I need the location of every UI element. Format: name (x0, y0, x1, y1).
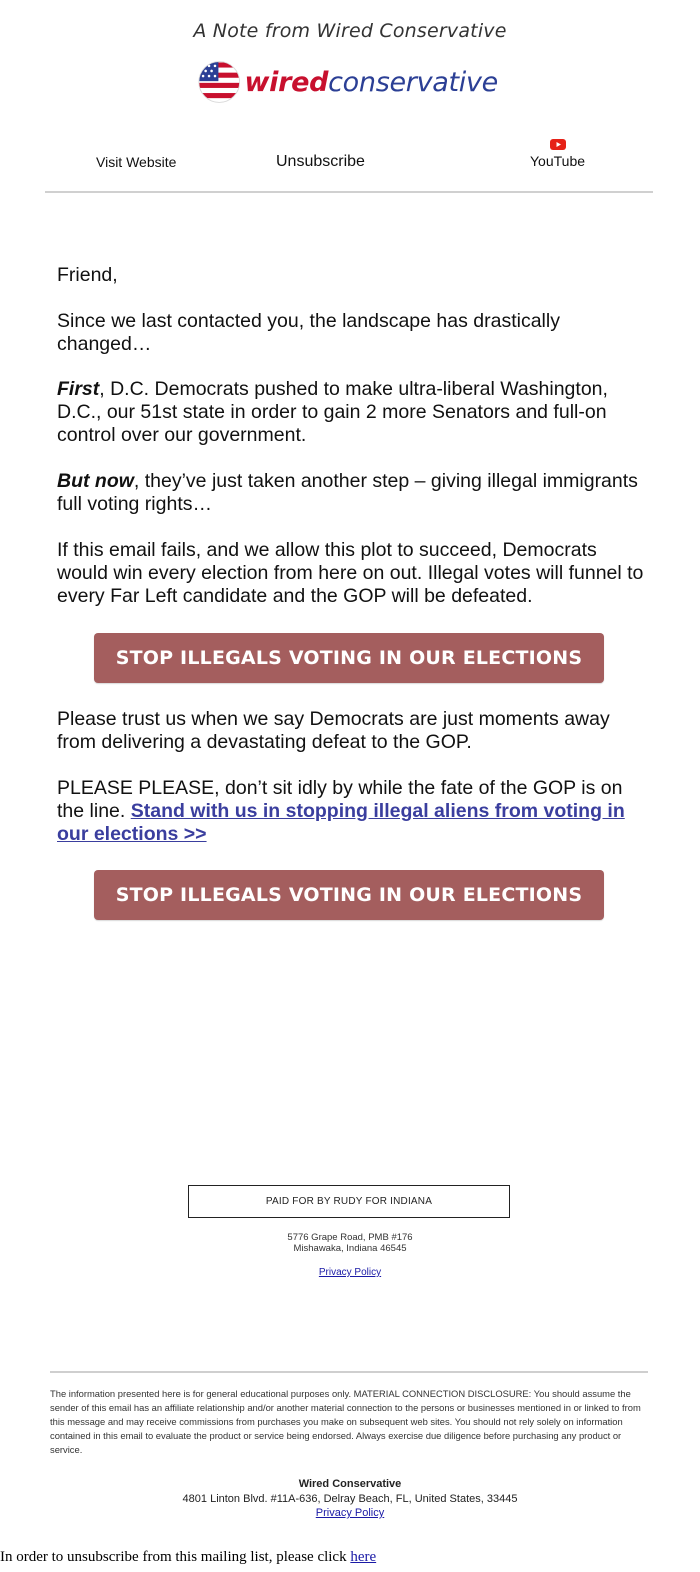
paragraph-but-now (57, 470, 647, 516)
greeting: Friend, (57, 264, 118, 286)
paragraph-first-lead: First (57, 378, 100, 400)
committee-address-line-1: 5776 Grape Road, PMB #176 (287, 1232, 413, 1243)
privacy-policy-row (0, 1267, 700, 1278)
paragraph-landscape: Since we last contacted you, the landscape has drastically changed… (57, 310, 560, 355)
privacy-policy-link[interactable]: Privacy Policy (318, 1267, 382, 1278)
material-connection-disclaimer: The information presented here is for general educational purposes only. MATERIAL CONNECTION DISCLOSURE: You should assume the sender of this email has an affiliate relationship and/or another material connection to the persons or businesses mentioned in or linked to from this message and may receive commissions from purchases you make on subsequent web sites. You should not rely solely on information contained in this email to evaluate the product or service being endorsed. Always exercise due diligence before purchasing any product or service. (50, 1388, 641, 1455)
paragraph-but-now-lead: But now (57, 470, 134, 492)
unsubscribe-link[interactable]: Unsubscribe (276, 153, 365, 170)
header-divider (45, 191, 653, 193)
stop-illegals-voting-button-2[interactable]: STOP ILLEGALS VOTING IN OUR ELECTIONS (94, 870, 604, 920)
visit-website-link[interactable]: Visit Website (96, 154, 177, 170)
flag-globe-icon (198, 57, 240, 107)
wired-conservative-logo[interactable] (198, 57, 498, 107)
note-header: A Note from Wired Conservative (193, 20, 507, 42)
paid-for-disclaimer-box (188, 1185, 510, 1218)
privacy-policy-row-2 (0, 1507, 700, 1519)
sender-name: Wired Conservative (298, 1478, 402, 1490)
paragraph-trust: Please trust us when we say Democrats are just moments away from delivering a devastating defeat to the GOP. (57, 708, 610, 753)
stand-with-us-link[interactable]: Stand with us in stopping illegal aliens from voting in our elections >> (57, 800, 625, 845)
paragraph-please (57, 777, 647, 846)
logo-word-bold: wired (244, 66, 329, 98)
paragraph-if-fails: If this email fails, and we allow this plot to succeed, Democrats would win every election from here on out. Illegal votes will funnel to every Far Left candidate and the GOP will be defeated. (57, 539, 644, 607)
paragraph-first (57, 378, 647, 447)
paragraph-please-text: PLEASE PLEASE, don’t sit idly by while the fate of the GOP is on the line. (57, 777, 623, 822)
sender-address: 4801 Linton Blvd. #11A-636, Delray Beach, FL, United States, 33445 (182, 1493, 518, 1505)
top-nav (0, 138, 700, 178)
committee-address-line-2: Mishawaka, Indiana 46545 (293, 1243, 407, 1254)
paid-for-text: PAID FOR BY RUDY FOR INDIANA (265, 1196, 433, 1207)
youtube-label: YouTube (530, 153, 586, 169)
unsubscribe-here-link[interactable]: here (350, 1549, 377, 1565)
unsubscribe-notice (0, 1549, 700, 1566)
paragraph-but-now-body: , they’ve just taken another step – giving illegal immigrants full voting rights… (57, 470, 638, 515)
unsubscribe-notice-text: In order to unsubscribe from this mailing list, please click (0, 1549, 351, 1565)
logo-wordmark (244, 67, 498, 98)
footer-divider (50, 1371, 648, 1373)
logo-word-light: conservative (328, 66, 498, 98)
committee-address (0, 1232, 700, 1254)
stop-illegals-voting-button[interactable]: STOP ILLEGALS VOTING IN OUR ELECTIONS (94, 633, 604, 683)
paragraph-first-body: , D.C. Democrats pushed to make ultra-liberal Washington, D.C., our 51st state in order to gain 2 more Senators and full-on control over our government. (57, 378, 608, 446)
youtube-play-icon (550, 138, 566, 151)
sender-info (0, 1477, 700, 1507)
youtube-link[interactable] (530, 138, 585, 169)
privacy-policy-link-2[interactable]: Privacy Policy (315, 1507, 385, 1519)
